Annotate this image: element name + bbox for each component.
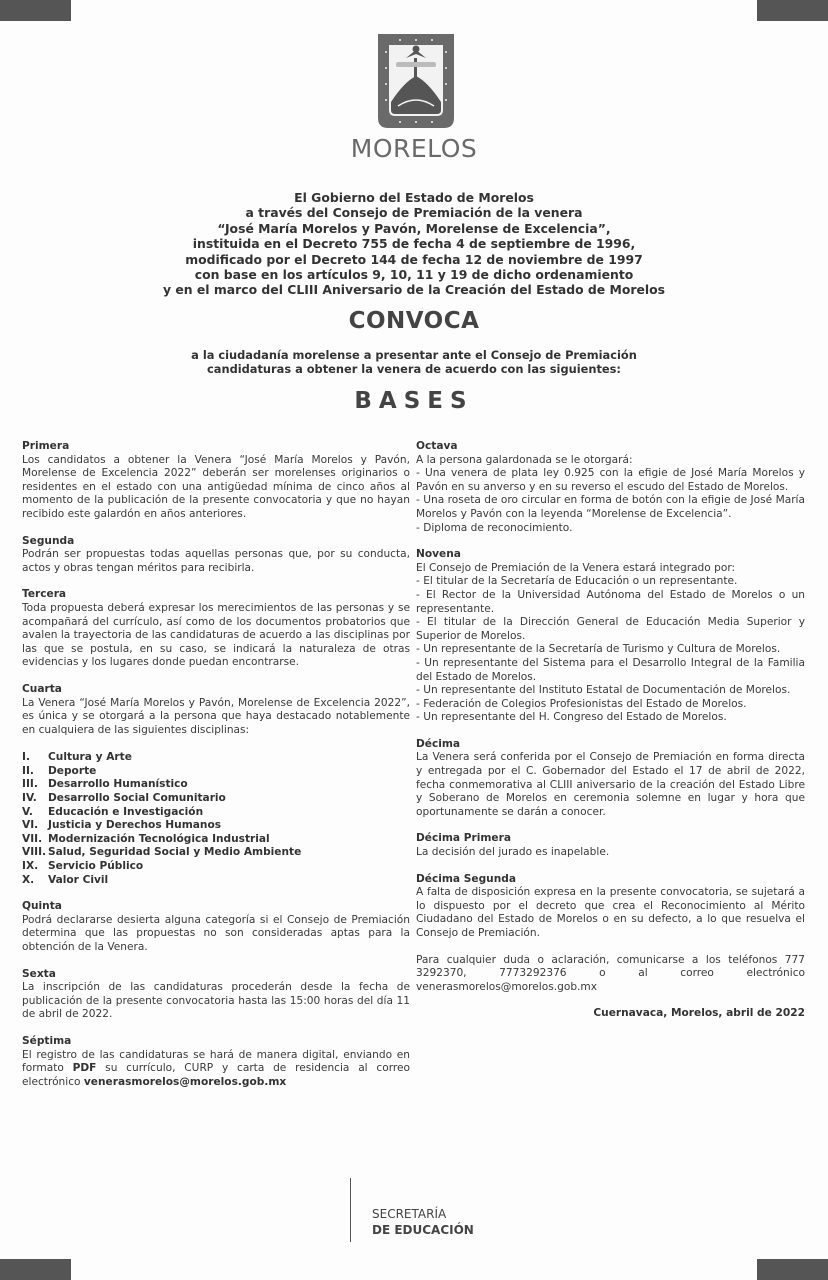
section-text: [22, 1049, 410, 1090]
roman-numeral: VI.: [22, 819, 39, 832]
brand-wordmark: MORELOS: [350, 134, 478, 163]
list-item: [22, 751, 410, 765]
disciplina-label: Educación e Investigación: [48, 805, 204, 818]
section-text: Los candidatos a obtener la Venera “José María Morelos y Pavón, Morelense de Excelencia 2022” deberán ser morelenses originarios o residentes en el estado con una antigüedad mínima de cinco años al momento de la publicación de la presente convocatoria y que no hayan recibido este galardón en años anteriores.: [22, 453, 410, 520]
list-item: - Un representante del Instituto Estatal de Documentación de Morelos.: [416, 684, 791, 697]
section-segunda: [22, 535, 410, 576]
disciplina-label: Modernización Tecnológica Industrial: [48, 832, 270, 845]
section-text: La inscripción de las candidaturas procederán desde la fecha de publicación de la presente convocatoria hasta las 15:00 horas del día 11 de abril de 2022.: [22, 981, 410, 1021]
section-title: Quinta: [22, 900, 62, 913]
section-text: A la persona galardonada se le otorgará:: [416, 453, 633, 466]
intro-block: [0, 190, 828, 298]
sub-line: a la ciudadanía morelense a presentar ante el Consejo de Premiación: [191, 348, 637, 362]
corner-bar-bottom-left: [0, 1259, 71, 1280]
section-quinta: [22, 900, 410, 954]
section-text: A falta de disposición expresa en la presente convocatoria, se sujetará a lo dispuesto por el decreto que crea el Reconocimiento al Mérito Ciudadano del Estado de Morelos o en su defecto, a lo que resuelva el Consejo de Premiación.: [416, 886, 805, 939]
intro-line: a través del Consejo de Premiación de la venera: [245, 205, 583, 221]
section-octava: [416, 440, 805, 535]
secretaria-line: DE EDUCACIÓN: [372, 1223, 474, 1237]
corner-bar-bottom-right: [757, 1259, 828, 1280]
list-item: - Un representante del Sistema para el Desarrollo Integral de la Familia del Estado de Morelos.: [416, 656, 805, 683]
secretaria-line: SECRETARÍA: [372, 1207, 447, 1221]
morelos-seal-logo: [376, 32, 456, 130]
section-septima: [22, 1035, 410, 1089]
section-decima-primera: [416, 832, 805, 859]
section-title: Primera: [22, 440, 70, 452]
intro-line: modificado por el Decreto 144 de fecha 12 de noviembre de 1997: [185, 251, 643, 267]
disciplina-label: Salud, Seguridad Social y Medio Ambiente: [48, 846, 302, 859]
intro-line: “José María Morelos y Pavón, Morelense de Excelencia”,: [217, 220, 611, 236]
list-item: [22, 846, 410, 860]
text-run: El registro de las candidaturas se hará de manera digital, enviando en formato: [22, 1048, 410, 1075]
section-text: Podrá declararse desierta alguna categoría si el Consejo de Premiación determina que las propuestas no son consideradas aptas para la obtención de la Venera.: [22, 913, 410, 953]
roman-numeral: II.: [22, 764, 34, 777]
list-item: - Federación de Colegios Profesionistas del Estado de Morelos.: [416, 697, 747, 710]
list-item: [22, 778, 410, 792]
section-title: Séptima: [22, 1034, 72, 1047]
convoca-heading: CONVOCA: [348, 308, 480, 334]
list-item: - Un representante del H. Congreso del Estado de Morelos.: [416, 711, 727, 724]
section-text: El Consejo de Premiación de la Venera estará integrado por:: [416, 561, 736, 574]
roman-numeral: III.: [22, 778, 38, 791]
contact-note: Para cualquier duda o aclaración, comunicarse a los teléfonos 777 3292370, 7773292376 o al correo electrónico venerasmorelos@morelos.gob.mx: [416, 953, 805, 993]
section-tercera: [22, 588, 410, 670]
disciplina-label: Justicia y Derechos Humanos: [48, 819, 222, 832]
place-date: Cuernavaca, Morelos, abril de 2022: [593, 1007, 805, 1020]
section-decima-segunda: [416, 873, 805, 941]
list-item: [22, 806, 410, 820]
section-novena: [416, 548, 805, 725]
section-title: Novena: [416, 548, 461, 561]
disciplina-label: Cultura y Arte: [48, 751, 132, 764]
list-item: - El titular de la Secretaría de Educación o un representante.: [416, 575, 738, 588]
roman-numeral: VII.: [22, 832, 43, 845]
section-primera: [22, 440, 410, 522]
disciplina-label: Valor Civil: [48, 873, 109, 886]
list-item: [22, 860, 410, 874]
list-item: - Diploma de reconocimiento.: [416, 521, 573, 534]
list-item: [22, 874, 410, 888]
section-text: Podrán ser propuestas todas aquellas personas que, por su conducta, actos y obras tengan méritos para recibirla.: [22, 548, 410, 574]
section-text: La decisión del jurado es inapelable.: [416, 846, 610, 859]
sub-heading: [0, 348, 828, 376]
section-title: Tercera: [22, 588, 67, 601]
section-title: Décima Primera: [416, 832, 511, 845]
list-item: [22, 765, 410, 779]
disciplina-label: Servicio Público: [48, 860, 144, 873]
list-item: [22, 833, 410, 847]
roman-numeral: I.: [22, 751, 30, 764]
section-text: Toda propuesta deberá expresar los merecimientos de las personas y se acompañará del currículo, así como de los documentos probatorios que avalen la trayectoria de las candidaturas de acuerdo a las disciplinas por las que se postula, en su caso, se indicará la naturaleza de otras evidencias y los lugares donde puedan encontrarse.: [22, 601, 410, 669]
intro-line: El Gobierno del Estado de Morelos: [294, 190, 534, 205]
section-title: Cuarta: [22, 682, 62, 695]
list-item: - Una venera de plata ley 0.925 con la efigie de José María Morelos y Pavón en su anverso y en su reverso el escudo del Estado de Morelos.: [416, 467, 805, 493]
bases-heading: BASES: [354, 388, 474, 414]
disciplina-label: Desarrollo Humanístico: [48, 778, 188, 791]
disciplinas-list: [22, 751, 410, 887]
right-column: [416, 440, 805, 1021]
section-cuarta: [22, 683, 410, 737]
section-sexta: [22, 968, 410, 1022]
footer-divider: [350, 1178, 351, 1242]
section-title: Sexta: [22, 967, 56, 980]
section-decima: [416, 738, 805, 820]
list-item: - Un representante de la Secretaría de Turismo y Cultura de Morelos.: [416, 643, 781, 656]
list-item: - El titular de la Dirección General de Educación Media Superior y Superior de Morelos.: [416, 616, 805, 642]
roman-numeral: IV.: [22, 792, 37, 805]
format-highlight: PDF: [72, 1062, 97, 1075]
intro-line: instituida en el Decreto 755 de fecha 4 de septiembre de 1996,: [192, 236, 636, 252]
section-text: La Venera será conferida por el Consejo de Premiación en forma directa y entregada por el C. Gobernador del Estado el 17 de abril de 2022, fecha conmemorativa al CLIII aniversario de la creación del Estado Libre y Soberano de Morelos en ceremonia solemne en lugar y hora que oportunamente se darán a conocer.: [416, 751, 805, 818]
left-column: [22, 440, 410, 1102]
list-item: [22, 819, 410, 833]
secretaria-logo: [372, 1206, 474, 1238]
section-title: Segunda: [22, 534, 75, 547]
roman-numeral: IX.: [22, 860, 39, 873]
section-title: Décima: [416, 737, 461, 750]
disciplina-label: Desarrollo Social Comunitario: [48, 792, 226, 805]
sub-line: candidaturas a obtener la venera de acuerdo con las siguientes:: [207, 362, 621, 376]
list-item: - Una roseta de oro circular en forma de botón con la efigie de José María Morelos y Pavón con la leyenda “Morelense de Excelencia”.: [416, 494, 805, 520]
email-link[interactable]: venerasmorelos@morelos.gob.mx: [83, 1075, 287, 1088]
roman-numeral: X.: [22, 873, 35, 886]
section-text: La Venera “José María Morelos y Pavón, Morelense de Excelencia 2022”, es única y se otorgará a la persona que haya destacado notablemente en cualquiera de las siguientes disciplinas:: [22, 696, 410, 736]
list-item: [22, 792, 410, 806]
disciplina-label: Deporte: [48, 764, 97, 777]
roman-numeral: VIII.: [22, 846, 47, 859]
corner-bar-top-right: [757, 0, 828, 21]
intro-line: y en el marco del CLIII Aniversario de la Creación del Estado de Morelos: [162, 282, 666, 298]
section-title: Décima Segunda: [416, 872, 516, 885]
roman-numeral: V.: [22, 805, 33, 818]
corner-bar-top-left: [0, 0, 71, 21]
list-item: - El Rector de la Universidad Autónoma del Estado de Morelos o un representante.: [416, 588, 805, 615]
section-title: Octava: [416, 440, 458, 452]
text-run: su currículo, CURP y carta de residencia al correo electrónico: [22, 1062, 410, 1088]
intro-line: con base en los artículos 9, 10, 11 y 19 de dicho ordenamiento: [194, 267, 634, 283]
